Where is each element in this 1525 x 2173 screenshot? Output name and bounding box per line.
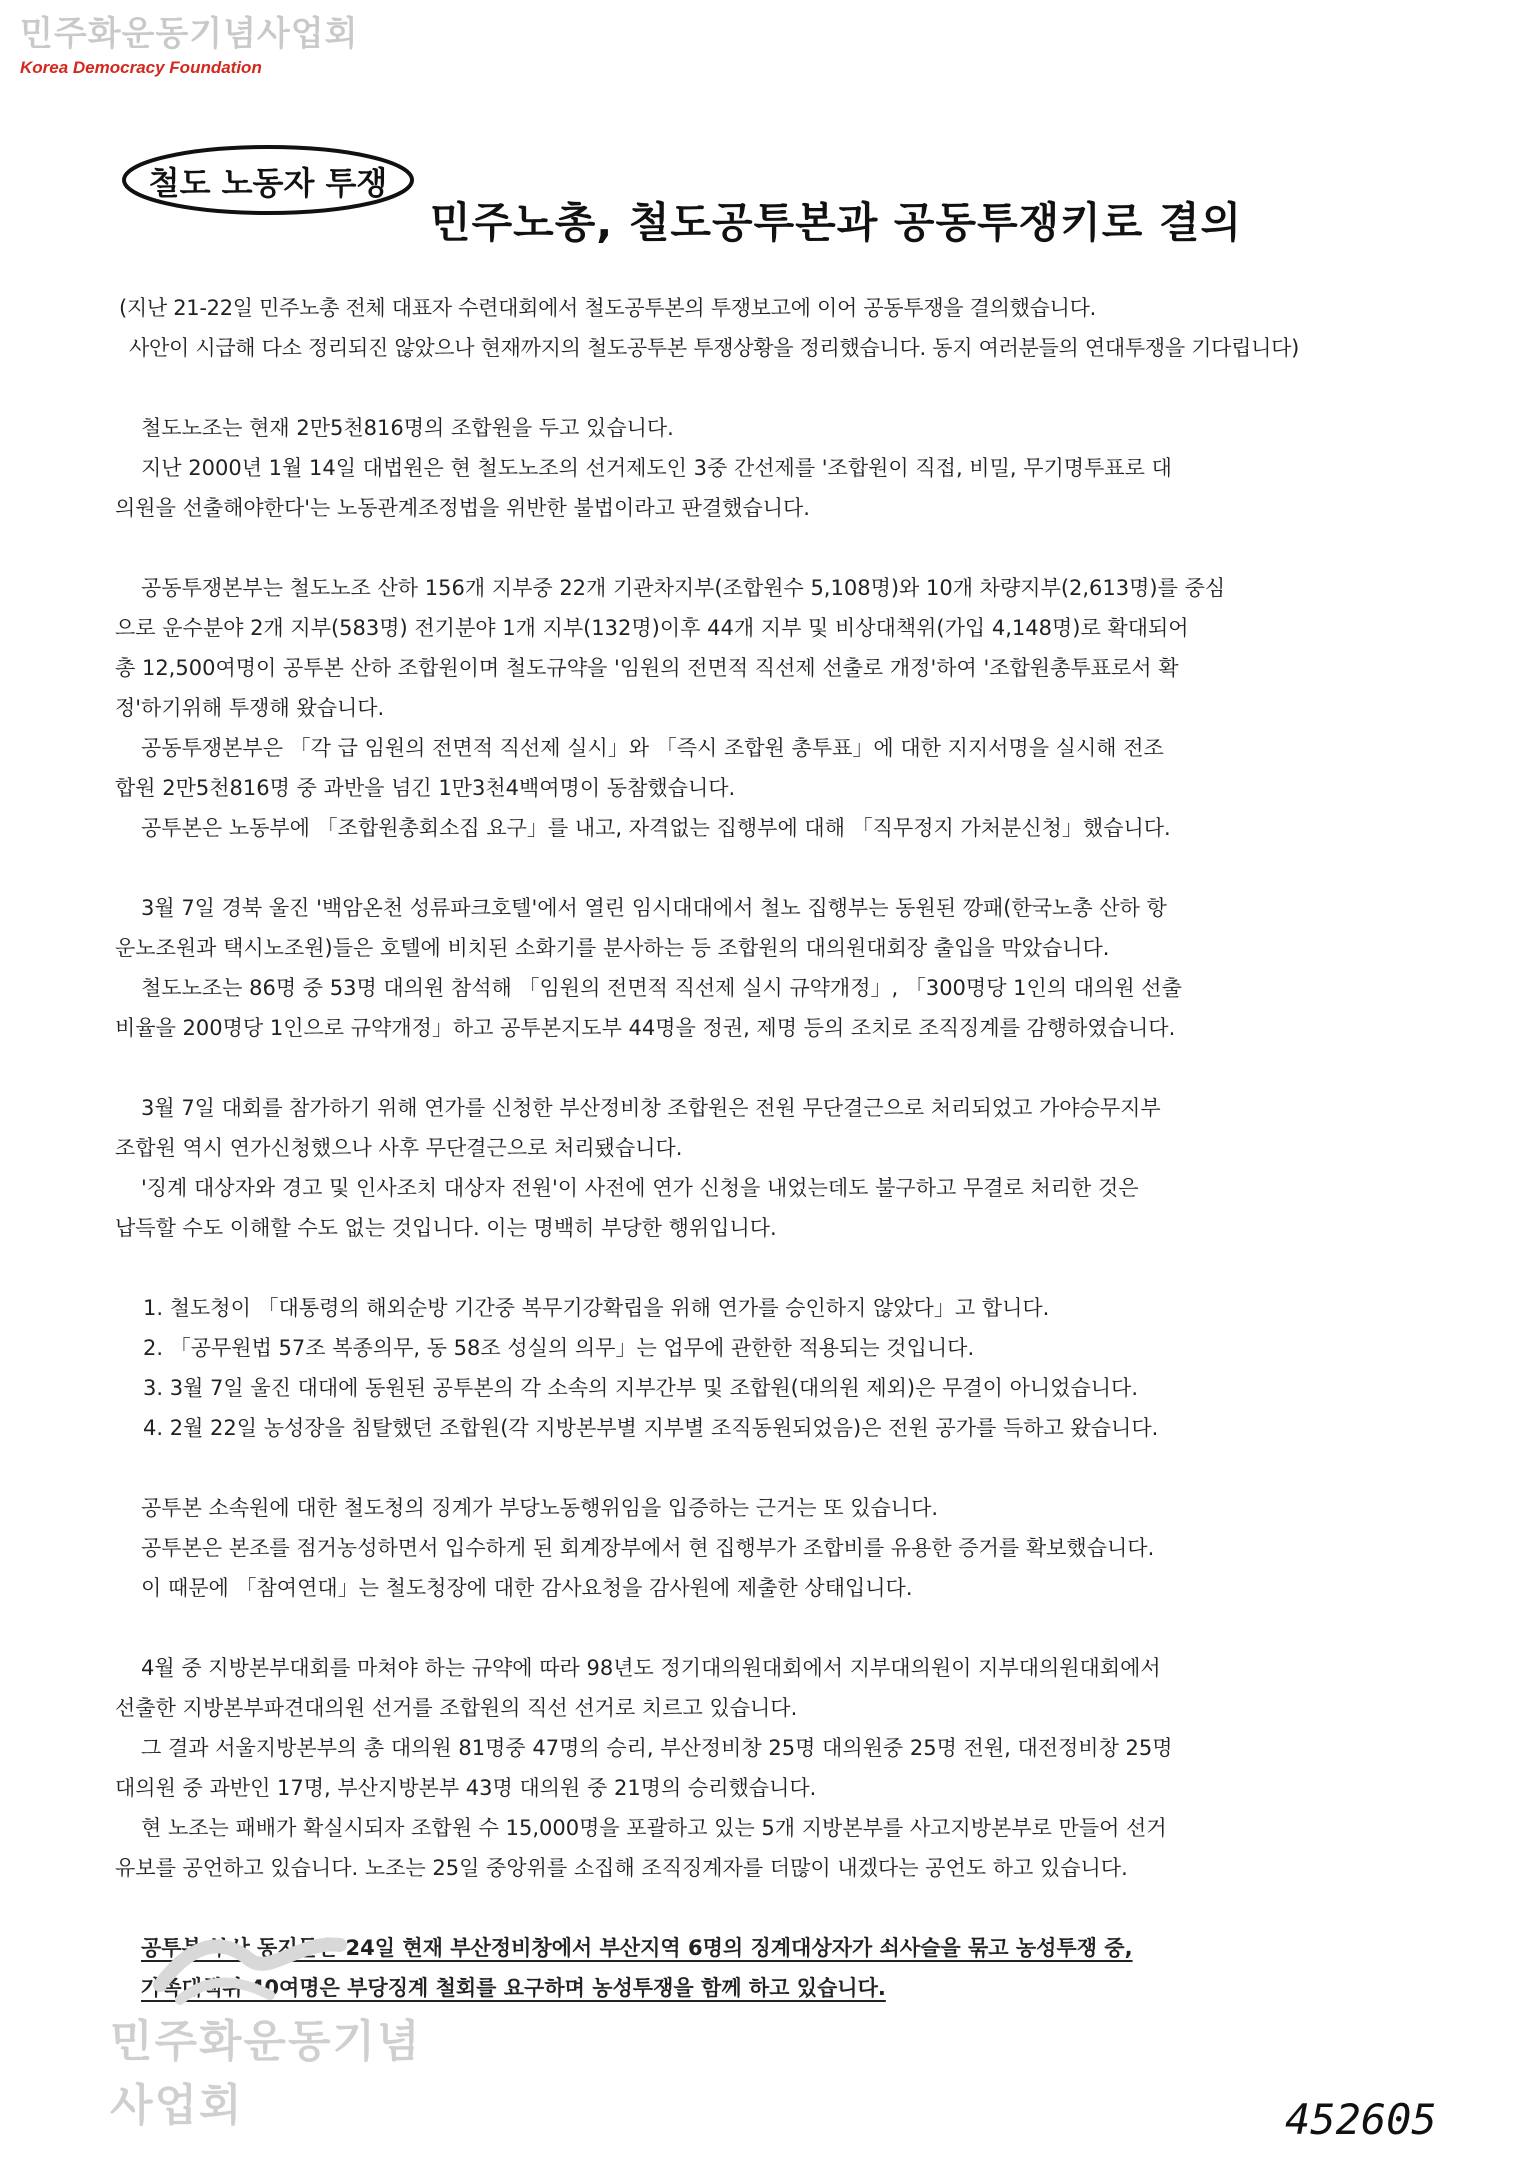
text-line: 공투본은 노동부에 「조합원총회소집 요구」를 내고, 자격없는 집행부에 대해 「직무정지 가처분신청」했습니다. (141, 816, 1171, 840)
paragraph-5 (115, 1488, 1415, 1608)
foundation-watermark-top (20, 14, 358, 78)
text-line: 합원 2만5천816명 중 과반을 넘긴 1만3천4백여명이 동참했습니다. (115, 776, 736, 800)
document-number: 452605 (1285, 2095, 1437, 2144)
paragraph-2 (115, 568, 1415, 848)
text-line: 의원을 선출해야한다'는 노동관계조정법을 위반한 불법이라고 판결했습니다. (115, 496, 810, 520)
paragraph-6 (115, 1648, 1415, 1888)
text-line: 공동투쟁본부은 「각 급 임원의 전면적 직선제 실시」와 「즉시 조합원 총투표」에 대한 지지서명을 실시해 전조 (141, 736, 1164, 760)
paragraph-1 (115, 408, 1415, 528)
text-line: 3월 7일 경북 울진 '백암온천 성류파크호텔'에서 열린 임시대대에서 철노 집행부는 동원된 깡패(한국노총 산하 항 (141, 896, 1167, 920)
foundation-name-korean-bottom: 민주화운동기념사업회 (110, 2016, 422, 2131)
paragraph-3 (115, 888, 1415, 1048)
list-item: 2. 「공무원법 57조 복종의무, 동 58조 성실의 의무」는 업무에 관한한 적용되는 것입니다. (143, 1336, 975, 1360)
paragraph-4 (115, 1088, 1415, 1248)
text-line: 납득할 수도 이해할 수도 없는 것입니다. 이는 명백히 부당한 행위입니다. (115, 1216, 777, 1240)
tag-label: 철도 노동자 투쟁 (148, 164, 388, 202)
text-line: 공동투쟁본부는 철도노조 산하 156개 지부중 22개 기관차지부(조합원수 5,108명)와 10개 차량지부(2,613명)를 중심 (141, 576, 1226, 600)
text-line: 3월 7일 대회를 참가하기 위해 연가를 신청한 부산정비창 조합원은 전원 무단결근으로 처리되었고 가야승무지부 (141, 1096, 1161, 1120)
numbered-list (115, 1288, 1415, 1448)
list-item: 1. 철도청이 「대통령의 해외순방 기간중 복무기강확립을 위해 연가를 승인하지 않았다」고 합니다. (143, 1296, 1050, 1320)
text-line: 운노조원과 택시노조원)들은 호텔에 비치된 소화기를 분사하는 등 조합원의 대의원대회장 출입을 막았습니다. (115, 936, 1110, 960)
text-line: 으로 운수분야 2개 지부(583명) 전기분야 1개 지부(132명)이후 44개 지부 및 비상대책위(가입 4,148명)로 확대되어 (115, 616, 1189, 640)
text-line: 현 노조는 패배가 확실시되자 조합원 수 15,000명을 포괄하고 있는 5개 지방본부를 사고지방본부로 만들어 선거 (141, 1816, 1167, 1840)
text-line: 4월 중 지방본부대회를 마쳐야 하는 규약에 따라 98년도 정기대의원대회에서 지부대의원이 지부대의원대회에서 (141, 1656, 1161, 1680)
intro-line: 사안이 시급해 다소 정리되진 않았으나 현재까지의 철도공투본 투쟁상황을 정리했습니다. 동지 여러분들의 연대투쟁을 기다립니다) (129, 336, 1300, 360)
list-item: 4. 2월 22일 농성장을 침탈했던 조합원(각 지방본부별 지부별 조직동원되었음)은 전원 공가를 득하고 왔습니다. (143, 1416, 1159, 1440)
text-line: 철도노조는 86명 중 53명 대의원 참석해 「임원의 전면적 직선제 실시 규약개정」, 「300명당 1인의 대의원 선출 (141, 976, 1182, 1000)
text-line: 정'하기위해 투쟁해 왔습니다. (115, 696, 385, 720)
closing-line: 공투본 부산 동지들은 24일 현재 부산정비창에서 부산지역 6명의 징계대상자가 쇠사슬을 묶고 농성투쟁 중, (141, 1936, 1133, 1960)
text-line: 총 12,500여명이 공투본 산하 조합원이며 철도규약을 '임원의 전면적 직선제 선출로 개정'하여 '조합원총투표로서 확 (115, 656, 1179, 680)
text-line: 비율을 200명당 1인으로 규약개정」하고 공투본지도부 44명을 정권, 제명 등의 조치로 조직징계를 감행하였습니다. (115, 1016, 1176, 1040)
foundation-watermark-bottom (110, 1925, 440, 2131)
text-line: 공투본 소속원에 대한 철도청의 징계가 부당노동행위임을 입증하는 근거는 또 있습니다. (141, 1496, 939, 1520)
text-line: 유보를 공언하고 있습니다. 노조는 25일 중앙위를 소집해 조직징계자를 더많이 내겠다는 공언도 하고 있습니다. (115, 1856, 1128, 1880)
foundation-name-korean: 민주화운동기념사업회 (20, 14, 359, 54)
document-body (115, 288, 1415, 2008)
text-line: 지난 2000년 1월 14일 대법원은 현 철도노조의 선거제도인 3중 간선제를 '조합원이 직접, 비밀, 무기명투표로 대 (141, 456, 1172, 480)
list-item: 3. 3월 7일 울진 대대에 동원된 공투본의 각 소속의 지부간부 및 조합원(대의원 제외)은 무결이 아니었습니다. (143, 1376, 1138, 1400)
text-line: 조합원 역시 연가신청했으나 사후 무단결근으로 처리됐습니다. (115, 1136, 683, 1160)
text-line: 이 때문에 「참여연대」는 철도청장에 대한 감사요청을 감사원에 제출한 상태입니다. (141, 1576, 913, 1600)
foundation-logo-icon (150, 1925, 350, 2005)
section-tag (118, 140, 418, 218)
foundation-name-english: Korea Democracy Foundation (20, 58, 262, 77)
text-line: 대의원 중 과반인 17명, 부산지방본부 43명 대의원 중 21명의 승리했습니다. (115, 1776, 817, 1800)
text-line: '징계 대상자와 경고 및 인사조치 대상자 전원'이 사전에 연가 신청을 내었는데도 불구하고 무결로 처리한 것은 (141, 1176, 1139, 1200)
closing-line: 가족대책위 40여명은 부당징계 철회를 요구하며 농성투쟁을 함께 하고 있습니다. (141, 1976, 886, 2000)
text-line: 그 결과 서울지방본부의 총 대의원 81명중 47명의 승리, 부산정비창 25명 대의원중 25명 전원, 대전정비창 25명 (141, 1736, 1173, 1760)
text-line: 선출한 지방본부파견대의원 선거를 조합원의 직선 선거로 치르고 있습니다. (115, 1696, 798, 1720)
intro-line: (지난 21-22일 민주노총 전체 대표자 수련대회에서 철도공투본의 투쟁보고에 이어 공동투쟁을 결의했습니다. (119, 296, 1096, 320)
text-line: 철도노조는 현재 2만5천816명의 조합원을 두고 있습니다. (141, 416, 674, 440)
text-line: 공투본은 본조를 점거농성하면서 입수하게 된 회계장부에서 현 집행부가 조합비를 유용한 증거를 확보했습니다. (141, 1536, 1155, 1560)
intro-note (115, 288, 1415, 368)
document-headline: 민주노총, 철도공투본과 공동투쟁키로 결의 (430, 198, 1243, 247)
